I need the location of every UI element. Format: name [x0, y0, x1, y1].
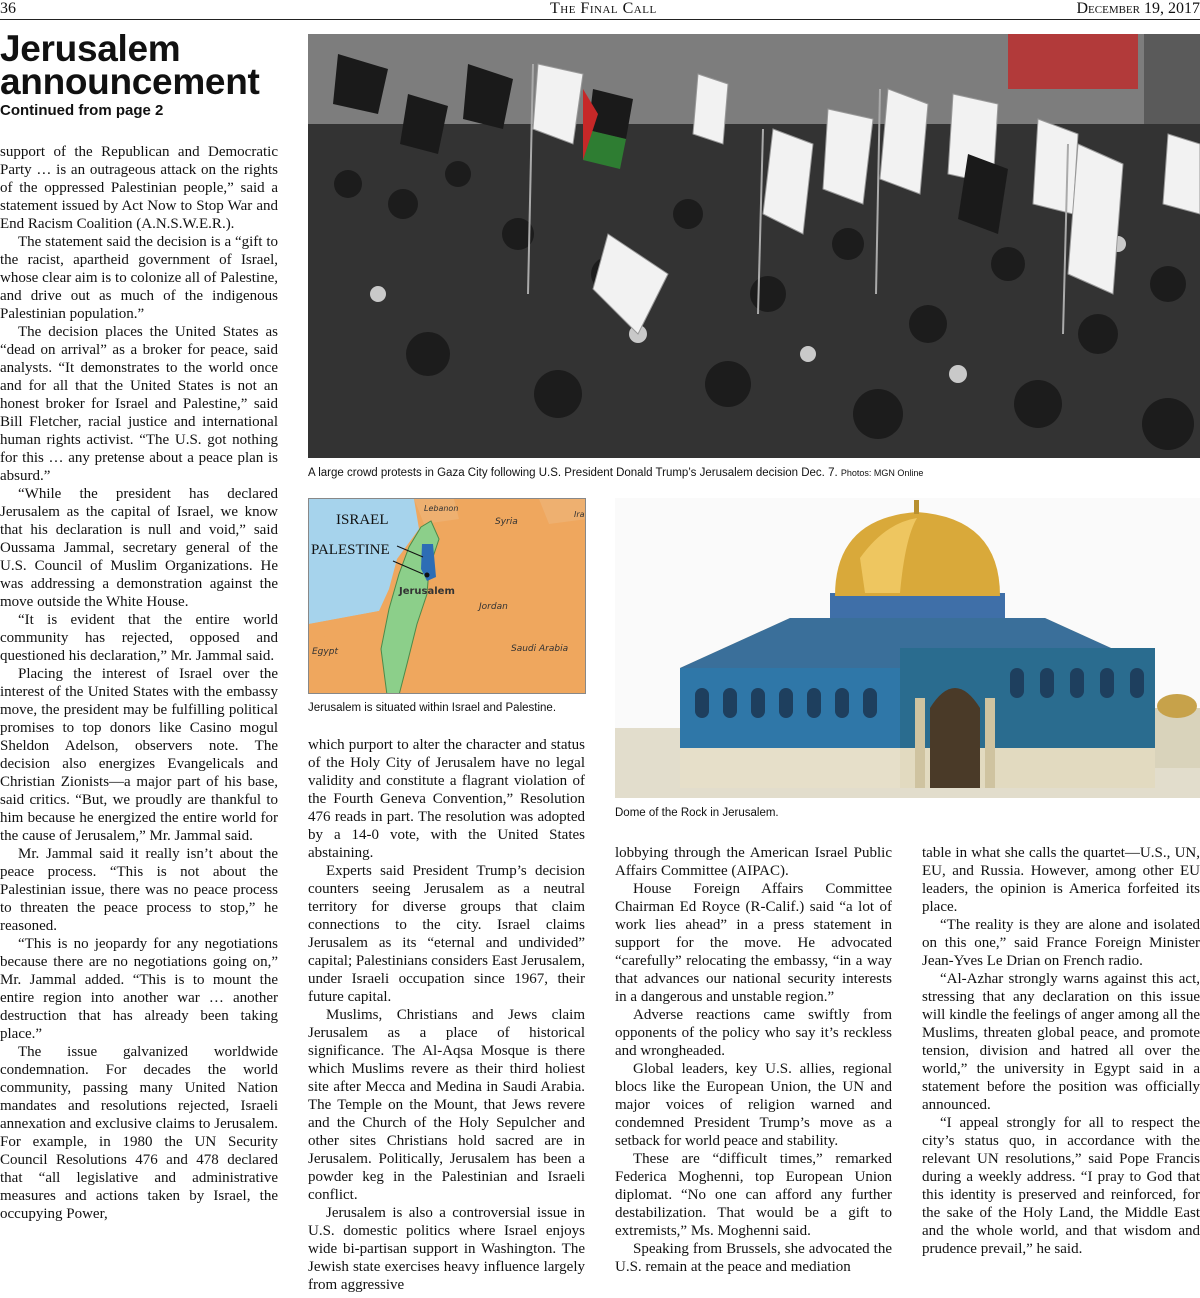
paragraph: House Foreign Affairs Committee Chairman Ed Royce (R-Calif.) said “a lot of work lies ahead” in a press statement in support for the move. He advocated “carefully” relocating the embassy, “in a way that advances our national security interests in a dangerous and unstable region.” [615, 881, 892, 1005]
paragraph: “This is no jeopardy for any negotiations because there are no negotiations going on,” Mr. Jammal added. “This is to mount the entire region into another war … another destruction that has already been taking place.” [0, 936, 278, 1042]
paragraph: Muslims, Christians and Jews claim Jerusalem as a place of historical significance. The Al-Aqsa Mosque is there which Muslims revere as their third holiest site after Mecca and Medina in Saudi Arabia. The Temple on the Mount, that Jews revere and the Church of the Holy Sepulcher and other sites Christians hold sacred are in Jerusalem. Politically, Jerusalem has been a powder keg in the Palestinian and Israeli conflict. [308, 1007, 585, 1203]
paragraph: “It is evident that the entire world community has rejected, opposed and questioned his declaration,” Mr. Jammal said. [0, 612, 278, 664]
dome-of-the-rock-photo [615, 498, 1200, 798]
paragraph: which purport to alter the character and status of the Holy City of Jerusalem have no legal validity and constitute a flagrant violation of the Fourth Geneva Convention,” Resolution 476 reads in part. The resolution was adopted by a 14-0 vote, with the United States abstaining. [308, 737, 585, 861]
map-label-israel: ISRAEL [336, 512, 389, 528]
dome-illustration [615, 498, 1200, 798]
publication-name: The Final Call [550, 0, 657, 17]
map-label-iraq: Ira [574, 510, 585, 519]
crowd-protest-photo [308, 34, 1200, 458]
caption-text: A large crowd protests in Gaza City following U.S. President Donald Trump’s Jerusalem decision Dec. 7. [308, 467, 838, 479]
paragraph: lobbying through the American Israel Public Affairs Committee (AIPAC). [615, 845, 892, 879]
paragraph: Experts said President Trump’s decision counters seeing Jerusalem as a neutral territory for diverse groups that claim connections to the city. Israel claims Jerusalem as its “eternal and undivided” capital; Palestinians considers East Jerusalem, under Israeli occupation since 1967, their future capital. [308, 863, 586, 1005]
article-column-3 [615, 844, 892, 1298]
map-label-egypt: Egypt [312, 647, 338, 657]
page-header [0, 0, 1200, 20]
paragraph: Jerusalem is also a controversial issue in U.S. domestic politics where Israel enjoys wide bi-partisan support in Washington. The Jewish state exercises heavy influence largely from aggressive [308, 1205, 585, 1293]
paragraph: “I appeal strongly for all to respect the city’s status quo, in accordance with the relevant UN resolutions,” said Pope Francis during a weekly address. “I pray to God that this identity is preserved and reinforced, for the sake of the Holy Land, the Middle East and the whole world, and that wisdom and prudence prevail,” he said. [922, 1115, 1200, 1257]
article-column-2 [308, 736, 585, 1298]
paragraph: Adverse reactions came swiftly from opponents of the policy who say it’s reckless and wrongheaded. [615, 1007, 892, 1059]
headline: Jerusalem announcement [0, 28, 260, 102]
crowd-photo-caption [308, 466, 1200, 480]
paragraph: “Al-Azhar strongly warns against this act, stressing that any declaration on this issue will kindle the feelings of anger among all the Muslims, threaten global peace, and promote tension, division and hatred all over the world,” the university in Egypt said in a statement before the position was officially announced. [922, 971, 1200, 1113]
dome-photo-caption: Dome of the Rock in Jerusalem. [615, 807, 779, 819]
jerusalem-location-map [308, 498, 586, 694]
page-number: 36 [0, 0, 16, 17]
paragraph: These are “difficult times,” remarked Federica Moghenni, top European Union diplomat. “No one can afford any further destabilization. That would be a gift to extremists,” Ms. Moghenni said. [615, 1151, 892, 1239]
paragraph: “The reality is they are alone and isolated on this one,” said France Foreign Minister Jean-Yves Le Drian on French radio. [922, 917, 1200, 969]
paragraph: table in what she calls the quartet—U.S., UN, EU, and Russia. However, among other EU leaders, the opinion is America forfeited its place. [922, 845, 1200, 915]
region-map [309, 499, 586, 694]
map-label-lebanon: Lebanon [424, 504, 459, 513]
issue-date: December 19, 2017 [1076, 0, 1200, 17]
photo-credit: Photos: MGN Online [840, 468, 924, 478]
paragraph: Global leaders, key U.S. allies, regional blocs like the European Union, the UN and major voices of religion warned and condemned President Trump’s move as a setback for world peace and stability. [615, 1061, 892, 1149]
map-label-jordan: Jordan [479, 602, 508, 612]
article-column-1 [0, 143, 278, 1298]
paragraph: The decision places the United States as “dead on arrival” as a broker for peace, said analysts. “It demonstrates to the world once and for all that the United States is not an honest broker for Israel and Palestine,” said Bill Fletcher, racial justice and international human rights activist. “The U.S. got nothing for this … any pretense about a peace plan is absurd.” [0, 324, 278, 484]
article-column-4 [922, 844, 1200, 1298]
paragraph: The issue galvanized worldwide condemnation. For decades the world community, passing many United Nation mandates and resolutions rejected, Israeli annexation and exclusive claims to Jerusalem. For example, in 1980 the UN Security Council Resolutions 476 and 478 declared that “all legislative and administrative measures and actions taken by Israel, the occupying Power, [0, 1044, 278, 1222]
map-label-palestine: PALESTINE [311, 542, 390, 558]
paragraph: The statement said the decision is a “gift to the racist, apartheid government of Israel, whose clear aim is to colonize all of Palestine, and drive out as much of the indigenous Palestinian population.” [0, 234, 278, 322]
paragraph: Mr. Jammal said it really isn’t about the peace process. “This is not about the Palestinian issue, there was no peace process to threaten the peace process to stop,” he reasoned. [0, 846, 278, 934]
map-label-jerusalem: Jerusalem [399, 586, 455, 597]
map-caption: Jerusalem is situated within Israel and Palestine. [308, 702, 557, 714]
map-label-syria: Syria [495, 517, 518, 527]
paragraph: Speaking from Brussels, she advocated the U.S. remain at the peace and mediation [615, 1241, 892, 1275]
continued-from: Continued from page 2 [0, 102, 164, 119]
map-label-saudi-arabia: Saudi Arabia [511, 644, 569, 654]
paragraph: Placing the interest of Israel over the interest of the United States with the embassy move, the president may be fulfilling political promises to top donors like Casino mogul Sheldon Adelson, observers note. The decision also energizes Evangelicals and Christian Zionists—a major part of his base, said critics. “But, we proudly are thankful to him because he energized the entire world for the cause of Jerusalem,” Mr. Jammal said. [0, 666, 278, 844]
paragraph: support of the Republican and Democratic Party … is an outrageous attack on the rights of the oppressed Palestinian people,” said a statement issued by Act Now to Stop War and End Racism Coalition (A.N.S.W.E.R.). [0, 144, 278, 232]
crowd-protest-illustration [308, 34, 1200, 458]
paragraph: “While the president has declared Jerusalem as the capital of Israel, we know that his declaration is null and void,” said Oussama Jammal, secretary general of the U.S. Council of Muslim Organizations. He was addressing a demonstration against the move outside the White House. [0, 486, 278, 610]
